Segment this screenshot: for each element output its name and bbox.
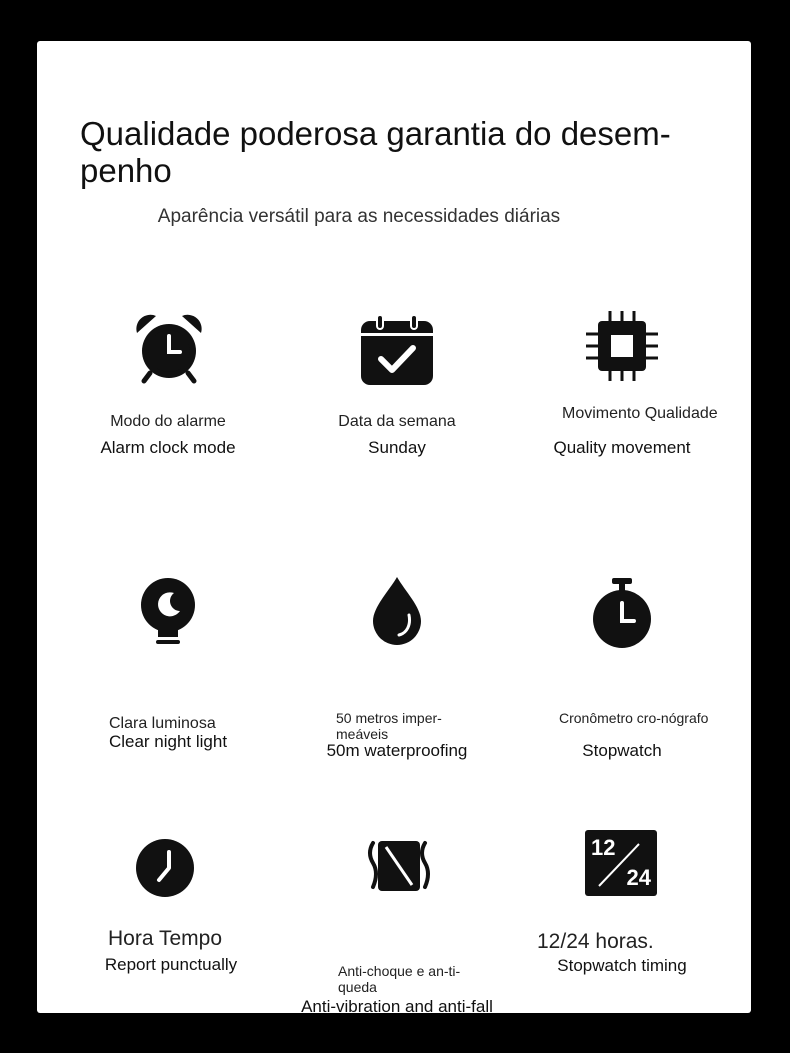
feature-label-en: Report punctually [104,955,238,974]
feature-hour-report [68,829,268,989]
night-light-icon [136,575,200,647]
feature-label-pt: Hora Tempo [108,927,223,950]
page-title: Qualidade poderosa garantia do desem-penho [80,115,671,189]
hour-format-12: 12 [591,835,616,860]
feature-hour-format [522,829,722,989]
page-subtitle: Aparência versátil para as necessidades diárias [157,206,561,227]
feature-label-pt: Movimento Qualidade [562,405,718,422]
water-drop-icon [369,575,425,647]
feature-night-light [68,574,268,751]
clock-hand-icon [135,838,195,898]
feature-label-pt: Modo do alarme [110,413,226,430]
alarm-clock-icon [132,311,206,385]
feature-weekday [297,309,497,469]
feature-label-en: Stopwatch [582,741,662,760]
feature-label-pt: Clara luminosa [109,715,216,732]
feature-label-en: 50m waterproofing [326,741,468,760]
calendar-check-icon [359,313,435,387]
feature-anti-shock [297,829,497,1016]
stopwatch-icon [591,577,653,649]
feature-label-en: Sunday [368,438,426,457]
chip-icon [584,309,660,383]
feature-waterproof [297,574,497,760]
feature-label-pt: Anti-choque e an-ti-queda [338,963,461,995]
feature-label-en: Quality movement [553,438,691,457]
hour-format-icon [585,830,657,896]
feature-label-en: Clear night light [108,732,228,751]
content-card [37,41,751,1016]
feature-alarm-clock [68,309,268,469]
feature-label-pt: Data da semana [338,413,456,430]
feature-label-en: Alarm clock mode [100,438,236,457]
anti-shock-icon [367,839,431,893]
hour-format-24: 24 [626,865,651,890]
feature-label-en: Anti-vibration and anti-fall [301,997,493,1016]
feature-label-pt: 12/24 horas. [537,930,654,953]
feature-label-en: Stopwatch timing [557,956,687,975]
feature-label-pt: 50 metros imper-meáveis [336,710,442,742]
feature-quality-movement [522,309,722,469]
feature-label-pt: Cronômetro cro-nógrafo [559,710,709,726]
feature-stopwatch [522,574,722,760]
